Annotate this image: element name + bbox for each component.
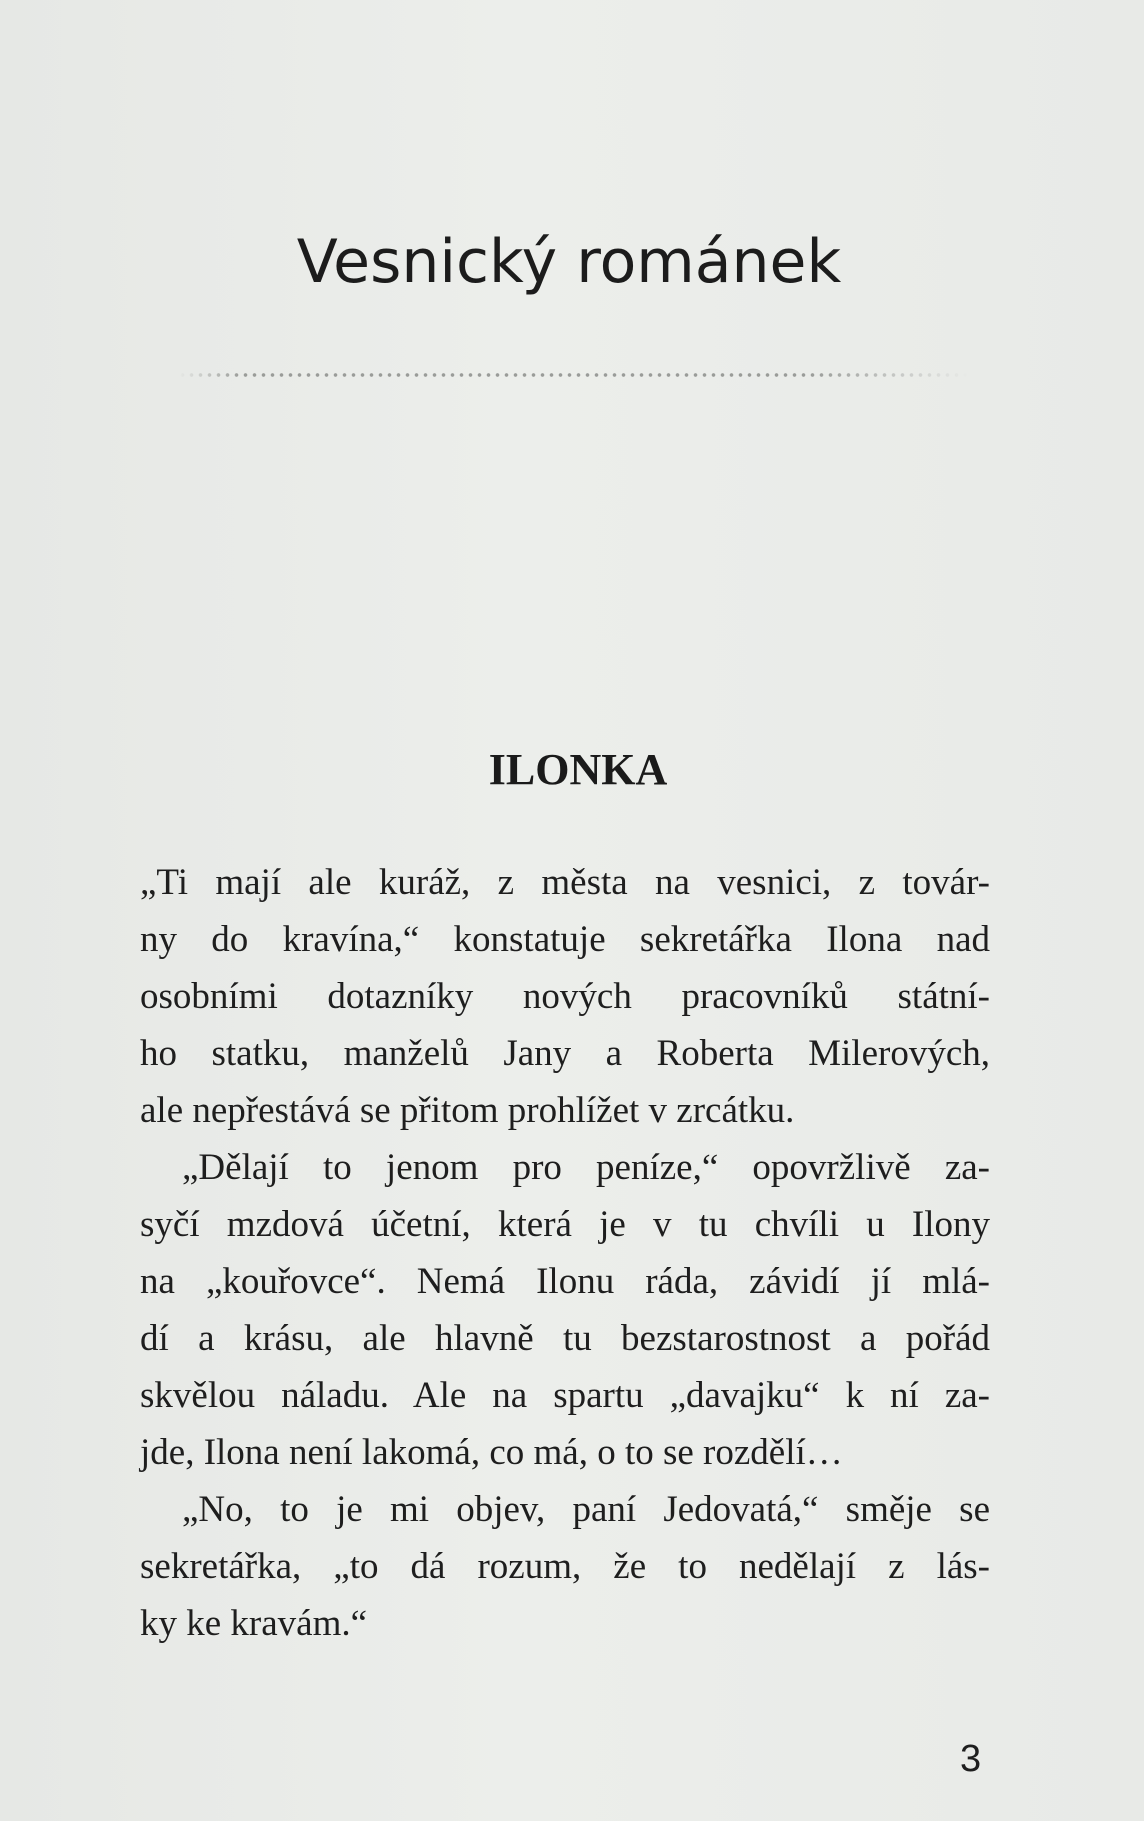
text-line: ny do kravína,“ konstatuje sekretářka Ilona nad: [140, 919, 990, 960]
text-line: jde, Ilona není lakomá, co má, o to se rozdělí…: [140, 1432, 843, 1473]
text-line: „No, to je mi objev, paní Jedovatá,“ směje se: [182, 1489, 990, 1530]
body-text: [140, 854, 990, 1652]
text-line: skvělou náladu. Ale na spartu „davajku“ k ní za-: [140, 1375, 990, 1416]
text-line: na „kouřovce“. Nemá Ilonu ráda, závidí jí mlá-: [140, 1261, 990, 1302]
text-line: sekretářka, „to dá rozum, že to nedělají z lás-: [140, 1546, 990, 1587]
text-line: osobními dotazníky nových pracovníků státní-: [140, 976, 990, 1017]
text-line: dí a krásu, ale hlavně tu bezstarostnost a pořád: [140, 1318, 990, 1359]
text-line: „Dělají to jenom pro peníze,“ opovržlivě za-: [182, 1147, 990, 1188]
text-line: ho statku, manželů Jany a Roberta Milerových,: [140, 1033, 990, 1074]
text-line: ky ke kravám.“: [140, 1603, 368, 1644]
book-title: Vesnický románek: [296, 227, 842, 297]
dotted-divider: [178, 372, 968, 378]
text-line: ale nepřestává se přitom prohlížet v zrcátku.: [140, 1090, 795, 1131]
page-number: 3: [960, 1738, 982, 1780]
chapter-title: ILONKA: [488, 745, 668, 794]
text-line: „Ti mají ale kuráž, z města na vesnici, z továr-: [140, 862, 990, 903]
text-line: syčí mzdová účetní, která je v tu chvíli u Ilony: [140, 1204, 990, 1245]
